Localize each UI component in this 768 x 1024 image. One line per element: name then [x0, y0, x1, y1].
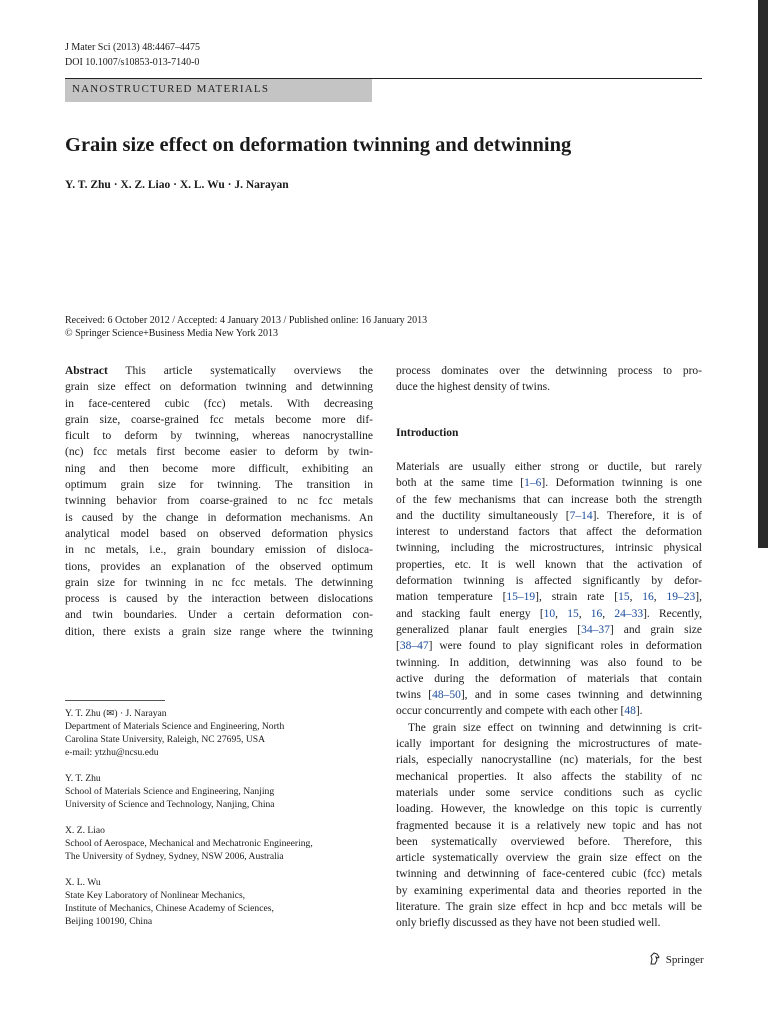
journal-line: J Mater Sci (2013) 48:4467–4475 [65, 42, 200, 53]
abstract-line: grain size, coarse-grained fcc metals become more dif- [65, 413, 373, 426]
abstract-line: optimum grain size for twinning. The transition in [65, 479, 373, 492]
intro-line: twinning. In addition, detwinning was also found to be [396, 656, 702, 669]
intro-line: twinning and detwinning of face-centered cubic (fcc) metals [396, 868, 702, 881]
intro-line: and stacking fault energy [10, 15, 16, 24–33]. Recently, [396, 607, 702, 620]
intro-line: article systematically overview the grain size effect on the [396, 852, 702, 865]
affiliation-line: X. L. Wu [65, 877, 101, 888]
intro-line: deformation twinning is affected significantly by defor- [396, 575, 702, 588]
affiliation-line: School of Aerospace, Mechanical and Mechatronic Engineering, [65, 838, 313, 849]
introduction-heading: Introduction [396, 427, 459, 439]
abstract-line: in nc metals, i.e., grain boundary emission of disloca- [65, 544, 373, 557]
intro-line: [38–47] were found to play significant roles in deformation [396, 640, 702, 653]
author-list: Y. T. Zhu · X. Z. Liao · X. L. Wu · J. Narayan [65, 179, 289, 191]
affiliation-block [65, 772, 375, 811]
intro-line: materials under some service conditions such as cyclic [396, 786, 702, 799]
affiliation-line: School of Materials Science and Engineering, Nanjing [65, 786, 275, 797]
intro-line: occur concurrently and compete with each other [48]. [396, 705, 643, 718]
affiliation-line: Carolina State University, Raleigh, NC 27695, USA [65, 734, 266, 745]
intro-line: ically important for designing the microstructures of mate- [396, 738, 702, 751]
abstract-line: duce the highest density of twins. [396, 381, 550, 394]
abstract-line: dition, there exists a grain size range where the twinning [65, 625, 373, 638]
affiliation-line: Y. T. Zhu (✉) · J. Narayan [65, 708, 167, 719]
intro-line: loading. However, the knowledge on this topic is currently [396, 803, 702, 816]
abstract-line: grain size for twinning in nc fcc metals. The detwinning [65, 576, 373, 589]
intro-line: and the ductility simultaneously [7–14]. Therefore, it is of [396, 509, 703, 522]
affiliation-line: Institute of Mechanics, Chinese Academy of Sciences, [65, 903, 274, 914]
affiliation-block [65, 824, 375, 863]
abstract-line: ficult to deform by twinning, whereas nanocrystalline [65, 430, 373, 443]
affiliation-line: Department of Materials Science and Engineering, North [65, 721, 285, 732]
copyright-line: © Springer Science+Business Media New York 2013 [65, 328, 278, 339]
affiliation-line: X. Z. Liao [65, 825, 105, 836]
intro-line: interest to understand factors that affect the deformation [396, 526, 702, 539]
affiliation-line: State Key Laboratory of Nonlinear Mechanics, [65, 890, 246, 901]
intro-line: fragmented because it is a relatively new topic and has not [396, 819, 702, 832]
intro-line: only briefly discussed as they have not been studied well. [396, 917, 661, 930]
springer-horse-icon [649, 954, 666, 966]
abstract-line: ning and then become more difficult, exhibiting an [65, 462, 373, 475]
article-title: Grain size effect on deformation twinning and detwinning [65, 134, 572, 156]
intro-line: mechanical properties. It also affects the stability of nc [396, 770, 702, 783]
page-edge-bar [758, 0, 768, 548]
abstract-line: (nc) fcc metals first become easier to deform by twin- [65, 446, 373, 459]
history-line: Received: 6 October 2012 / Accepted: 4 January 2013 / Published online: 16 January 2013 [65, 315, 428, 326]
affiliation-block [65, 707, 375, 759]
abstract-line: grain size effect on deformation twinning and detwinning [65, 381, 373, 394]
section-banner-label: NANOSTRUCTURED MATERIALS [72, 83, 270, 95]
publisher-name: Springer [665, 954, 704, 966]
intro-line: twinning, including the microstructures, intrinsic physical [396, 542, 702, 555]
doi-line: DOI 10.1007/s10853-013-7140-0 [65, 57, 200, 68]
abstract-line: Abstract This article systematically overviews the [65, 365, 373, 377]
intro-line: both at the same time [1–6]. Deformation twinning is one [396, 477, 702, 490]
publication-dates [65, 314, 427, 340]
abstract-line: and twin boundaries. Under a certain deformation con- [65, 609, 373, 622]
intro-line: generalized planar fault energies [34–37] and grain size [396, 623, 702, 636]
intro-line: twins [48–50], and in some cases twinning and detwinning [396, 689, 703, 702]
affiliation-block [65, 876, 375, 928]
section-banner [65, 79, 372, 102]
journal-citation [65, 40, 200, 70]
intro-line: Materials are usually either strong or ductile, but rarely [396, 461, 702, 473]
intro-line: been systematically overviewed before. Therefore, this [396, 835, 702, 848]
intro-line: literature. The grain size effect in hcp and bcc metals will be [396, 901, 702, 914]
footnote-rule [65, 700, 165, 701]
abstract-line: tions, provides an explanation of the observed optimum [65, 560, 373, 573]
affiliation-line: Y. T. Zhu [65, 773, 101, 784]
intro-line: mation temperature [15–19], strain rate [15, 16, 19–23], [396, 591, 702, 604]
abstract-line: in face-centered cubic (fcc) metals. With decreasing [65, 397, 373, 410]
abstract-line: analytical model based on observed deformation physics [65, 527, 373, 540]
publisher-mark [649, 952, 704, 966]
intro-line: by examining experimental data and theories reported in the [396, 884, 702, 897]
intro-line: The grain size effect on twinning and detwinning is crit- [408, 721, 702, 734]
abstract-line: twinning behavior from coarse-grained to nc fcc metals [65, 495, 373, 508]
abstract-heading: Abstract [65, 365, 108, 377]
intro-line: rials, especially nanocrystalline (nc) materials, for the best [396, 754, 702, 767]
intro-line: of the few mechanisms that can increase both the strength [396, 493, 702, 506]
abstract-continuation [396, 363, 702, 396]
intro-line: properties, etc. It is well known that the activation of [396, 558, 702, 571]
abstract-line: process is caused by the interaction between dislocations [65, 593, 373, 606]
abstract-line: is caused by the change in deformation mechanisms. An [65, 511, 373, 524]
email-link[interactable]: e-mail: ytzhu@ncsu.edu [65, 747, 159, 758]
abstract [65, 363, 373, 640]
intro-line: active during the deformation of materials that contain [396, 672, 702, 685]
abstract-line: process dominates over the detwinning process to pro- [396, 365, 702, 377]
introduction-body [396, 459, 702, 932]
affiliation-line: The University of Sydney, Sydney, NSW 2006, Australia [65, 851, 284, 862]
affiliation-line: University of Science and Technology, Nanjing, China [65, 799, 275, 810]
affiliation-line: Beijing 100190, China [65, 916, 153, 927]
